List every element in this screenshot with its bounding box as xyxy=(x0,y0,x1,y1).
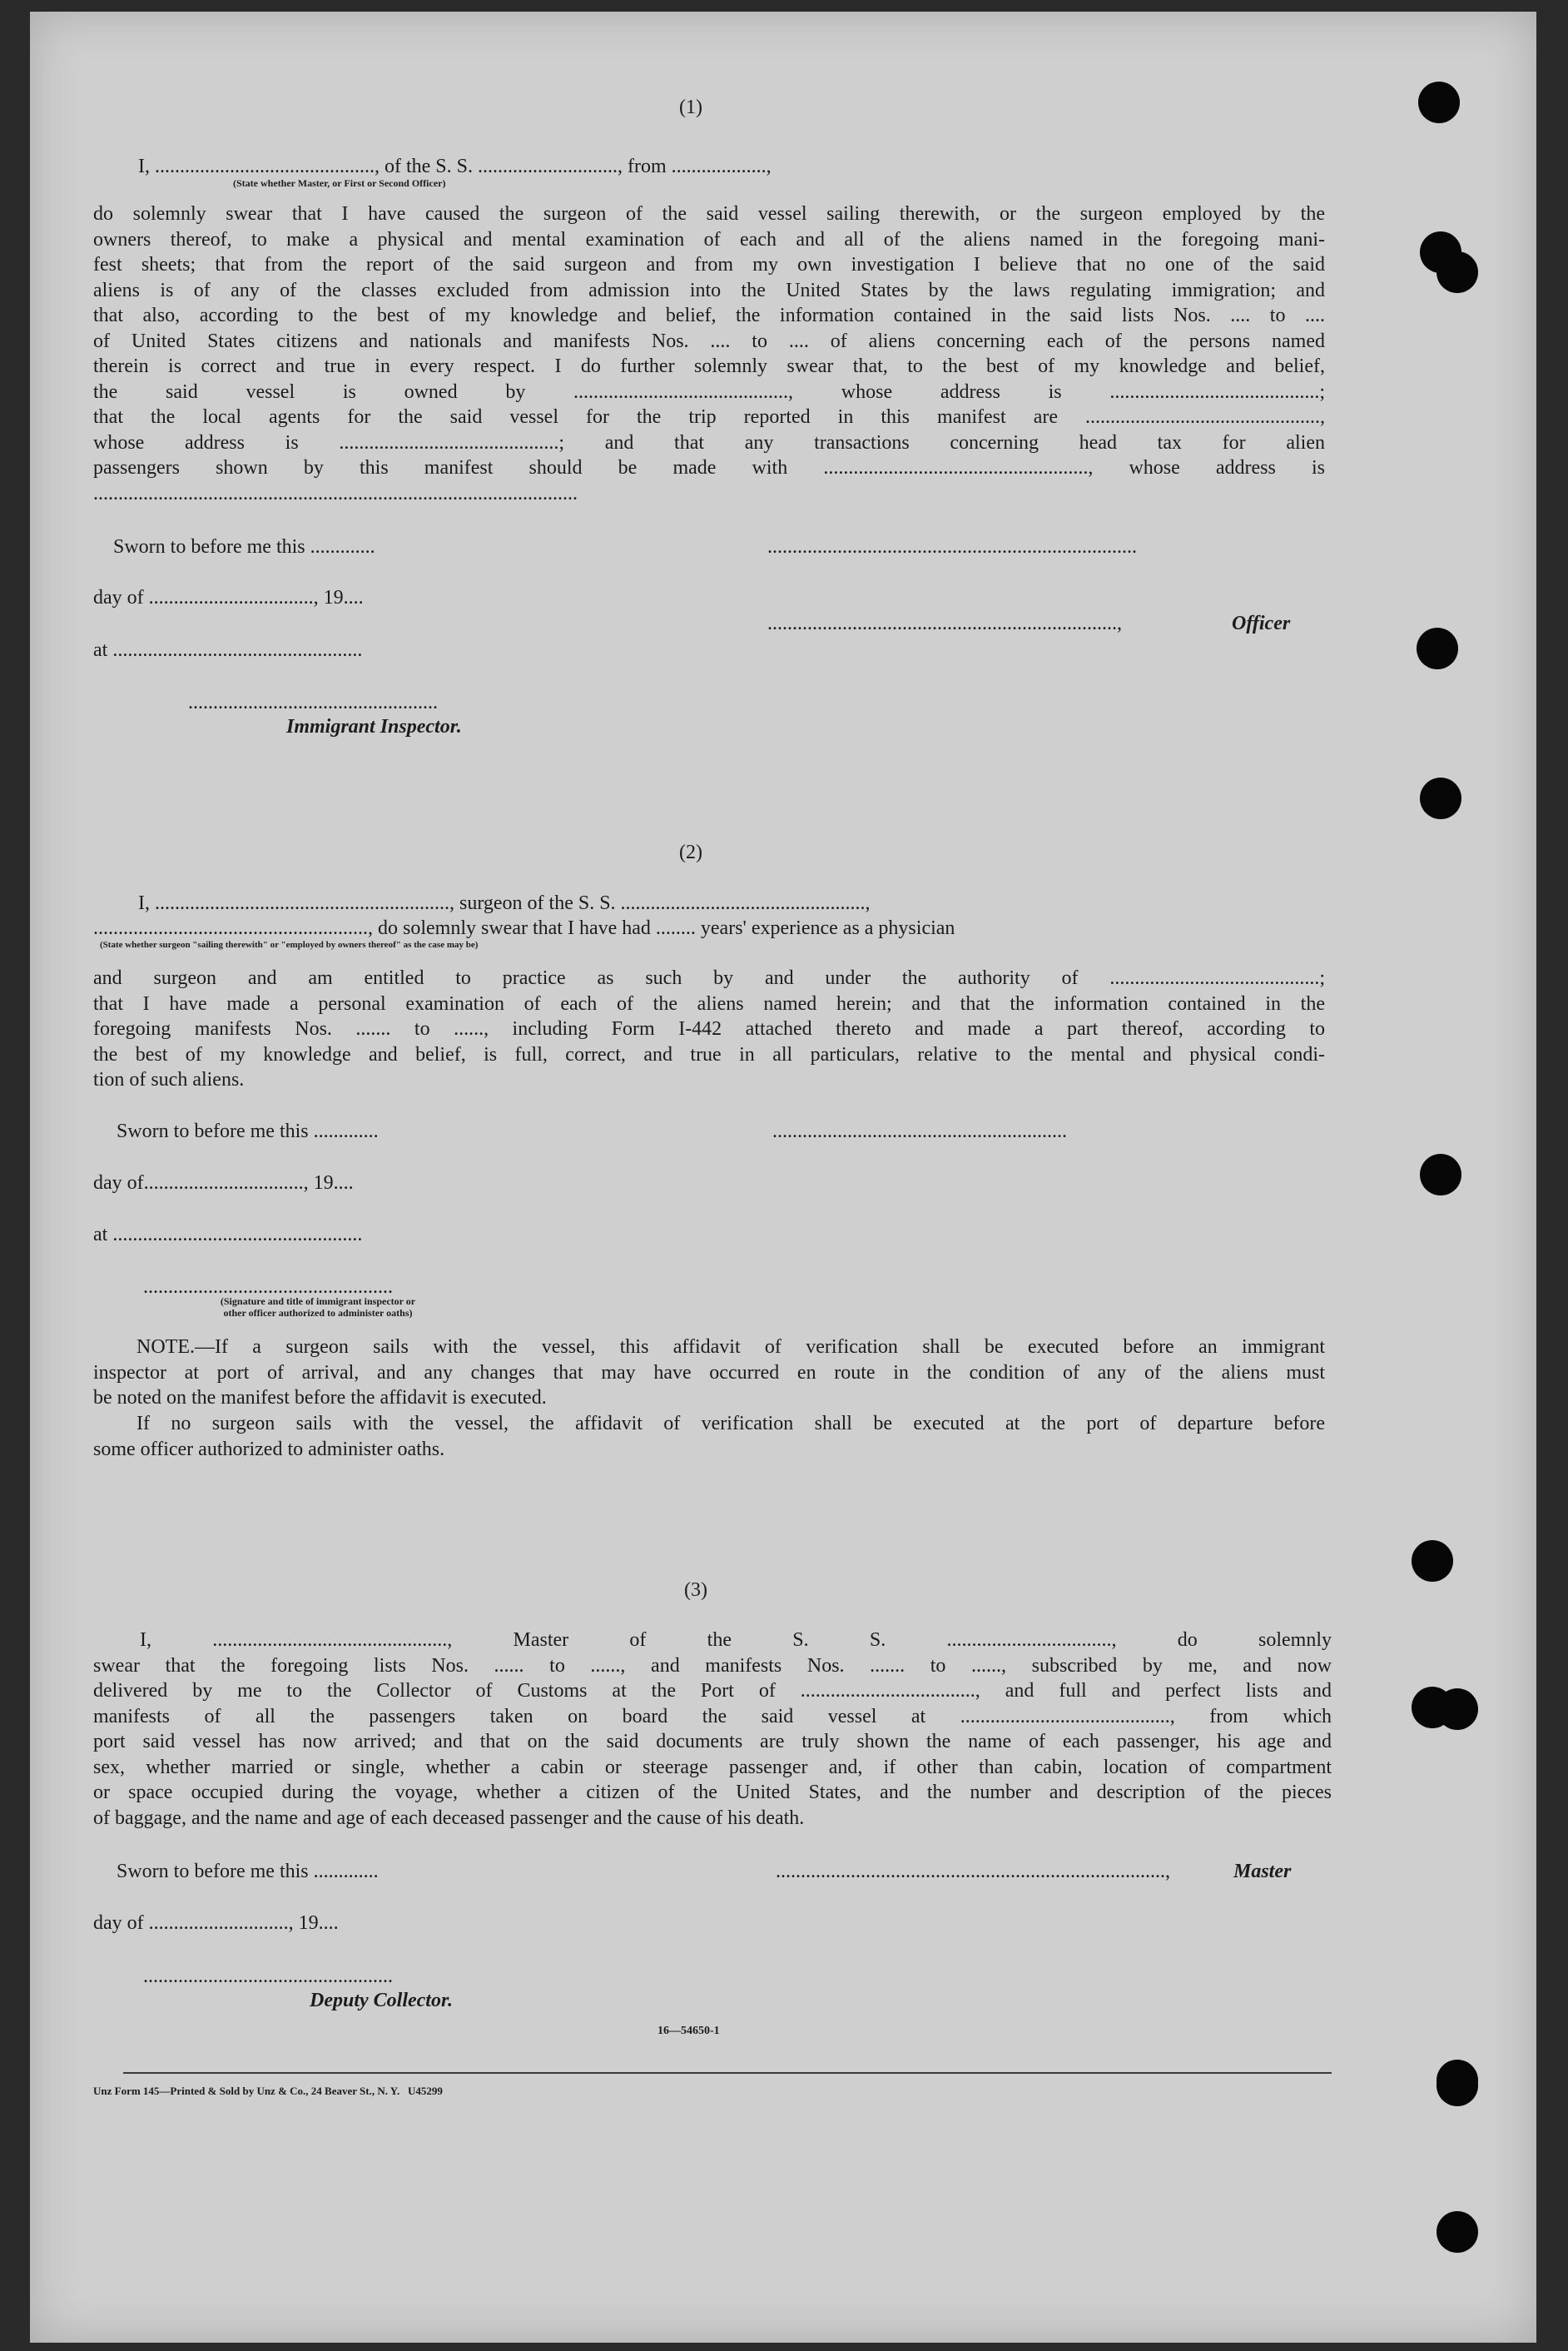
manifest-page xyxy=(30,12,1536,2343)
deputy-signature-line: .................................................. xyxy=(143,1966,393,1987)
section-2-signature-line: ........................................................... xyxy=(772,1121,1067,1142)
section-1-heading: (1) xyxy=(679,97,702,118)
signature-title-note: (Signature and title of immigrant inspector or other officer authorized to administer oaths) xyxy=(220,1295,416,1319)
deputy-collector-label: Deputy Collector. xyxy=(310,1990,453,2011)
printer-footer: Unz Form 145—Printed & Sold by Unz & Co., 24 Beaver St., N. Y. U45299 xyxy=(93,2085,443,2097)
section-2-oath-paragraph: and surgeon and am entitled to practice as such by and under the authority of ..........................................; that I have made a personal examination of each of the aliens named herein; and that the information contained in the foregoing manifests Nos. ....... to ......, including Form I-442 attached thereto and made a part thereof, according to the best of my knowledge and belief, is full, correct, and true in all particulars, relative to the mental and physical condi- tion of such aliens. xyxy=(93,967,1325,1091)
master-signature-line: .............................................................................., xyxy=(776,1861,1170,1882)
punch-hole xyxy=(1437,2211,1478,2253)
section-2-heading: (2) xyxy=(679,842,702,863)
master-label: Master xyxy=(1233,1861,1292,1882)
section-1-oath-line: I, ............................................, of the S. S. ............................, from ..................., xyxy=(138,156,772,177)
section-2-oath-line: I, ..........................................................., surgeon of the S. S. ................................................., xyxy=(138,892,871,914)
section-3-heading: (3) xyxy=(684,1579,707,1601)
section-2-sworn-line: Sworn to before me this ............. xyxy=(117,1121,379,1142)
surgeon-instruction-note: (State whether surgeon "sailing therewith" or "employed by owners thereof" as the case may be) xyxy=(100,940,479,950)
immigrant-inspector-label: Immigrant Inspector. xyxy=(286,716,462,738)
officer-label: Officer xyxy=(1232,613,1291,634)
note-paragraph-2: If no surgeon sails with the vessel, the affidavit of verification shall be executed at the port of departure before some officer authorized to administer oaths. xyxy=(93,1413,1325,1460)
note-label: NOTE. xyxy=(136,1336,195,1358)
section-1-signature-line: .......................................................................... xyxy=(767,536,1137,558)
section-3-sworn-line: Sworn to before me this ............. xyxy=(117,1861,379,1882)
note-paragraph: NOTE.—If a surgeon sails with the vessel, this affidavit of verification shall be executed before an immigrant inspector at port of arrival, and any changes that may have occurred en route in the condition of any of the aliens must be noted on the manifest before the affidavit is executed. xyxy=(93,1336,1325,1409)
punch-hole xyxy=(1420,778,1461,819)
section-2-inspector-signature-line: .................................................. xyxy=(143,1276,393,1298)
section-1-at-line: at .................................................. xyxy=(93,639,363,661)
section-2-experience-line: ......................................................., do solemnly swear that I have had ........ years' experience as a physician xyxy=(93,917,955,939)
section-3-oath-paragraph: I, ..............................................., Master of the S. S. ................................., do solemnly swear that the foregoing lists Nos. ...... to ......, and manifests Nos. ....... to ......, subscribed by me, and now delivered by me to the Collector of Customs at the Port of ..................................., and full and perfect lists and manifests of all the passengers taken on board the said vessel at .........................................., from which port said vessel has now arrived; and that on the said documents are truly shown the name of each passenger, his age and sex, whether married or single, whether a cabin or steerage passenger and, if other than cabin, location of compartment or space occupied during the voyage, whether a citizen of the United States, and the number and description of the pieces of baggage, and the name and age of each deceased passenger and the cause of his death. xyxy=(93,1629,1332,1829)
punch-hole xyxy=(1420,1154,1461,1195)
punch-hole xyxy=(1418,82,1460,123)
punch-hole xyxy=(1412,1540,1453,1582)
punch-hole xyxy=(1437,251,1478,293)
officer-signature-line: ......................................................................, xyxy=(767,613,1122,634)
inspector-signature-line: .................................................. xyxy=(188,692,438,713)
punch-hole xyxy=(1417,628,1458,669)
section-3-day-line: day of ............................, 19.... xyxy=(93,1912,339,1934)
master-instruction-note: (State whether Master, or First or Second Officer) xyxy=(233,177,446,189)
section-1-sworn-line: Sworn to before me this ............. xyxy=(113,536,375,558)
form-number: 16—54650-1 xyxy=(657,2025,720,2037)
section-1-day-line: day of ................................., 19.... xyxy=(93,587,364,609)
section-1-oath-paragraph: do solemnly swear that I have caused the surgeon of the said vessel sailing therewith, or the surgeon employed by the owners thereof, to make a physical and mental examination of each and all of the aliens named in the foregoing mani- fest sheets; that from the report of the said surgeon and from my own investigation I believe that no one of the said aliens is of any of the classes excluded from admission into the United States by the laws regulating immigration; and that also, according to the best of my knowledge and belief, the information contained in the said lists Nos. .... to .... of United States citizens and nationals and manifests Nos. .... to .... of aliens concerning each of the persons named therein is correct and true in every respect. I do further solemnly swear that, to the best of my knowledge and belief, the said vessel is owned by ..........................................., whose address is ..........................................; that the local agents for the said vessel for the trip reported in this manifest are ..............................................., whose address is ............................................; and that any transactions concerning head tax for alien passengers shown by this manifest should be made with ....................................................., whose address is ................................................................................................. xyxy=(93,203,1325,504)
punch-hole xyxy=(1437,2065,1478,2106)
footer-rule xyxy=(123,2072,1332,2074)
section-2-day-line: day of................................, 19.... xyxy=(93,1172,354,1194)
punch-hole xyxy=(1437,1688,1478,1730)
section-2-at-line: at .................................................. xyxy=(93,1224,363,1245)
